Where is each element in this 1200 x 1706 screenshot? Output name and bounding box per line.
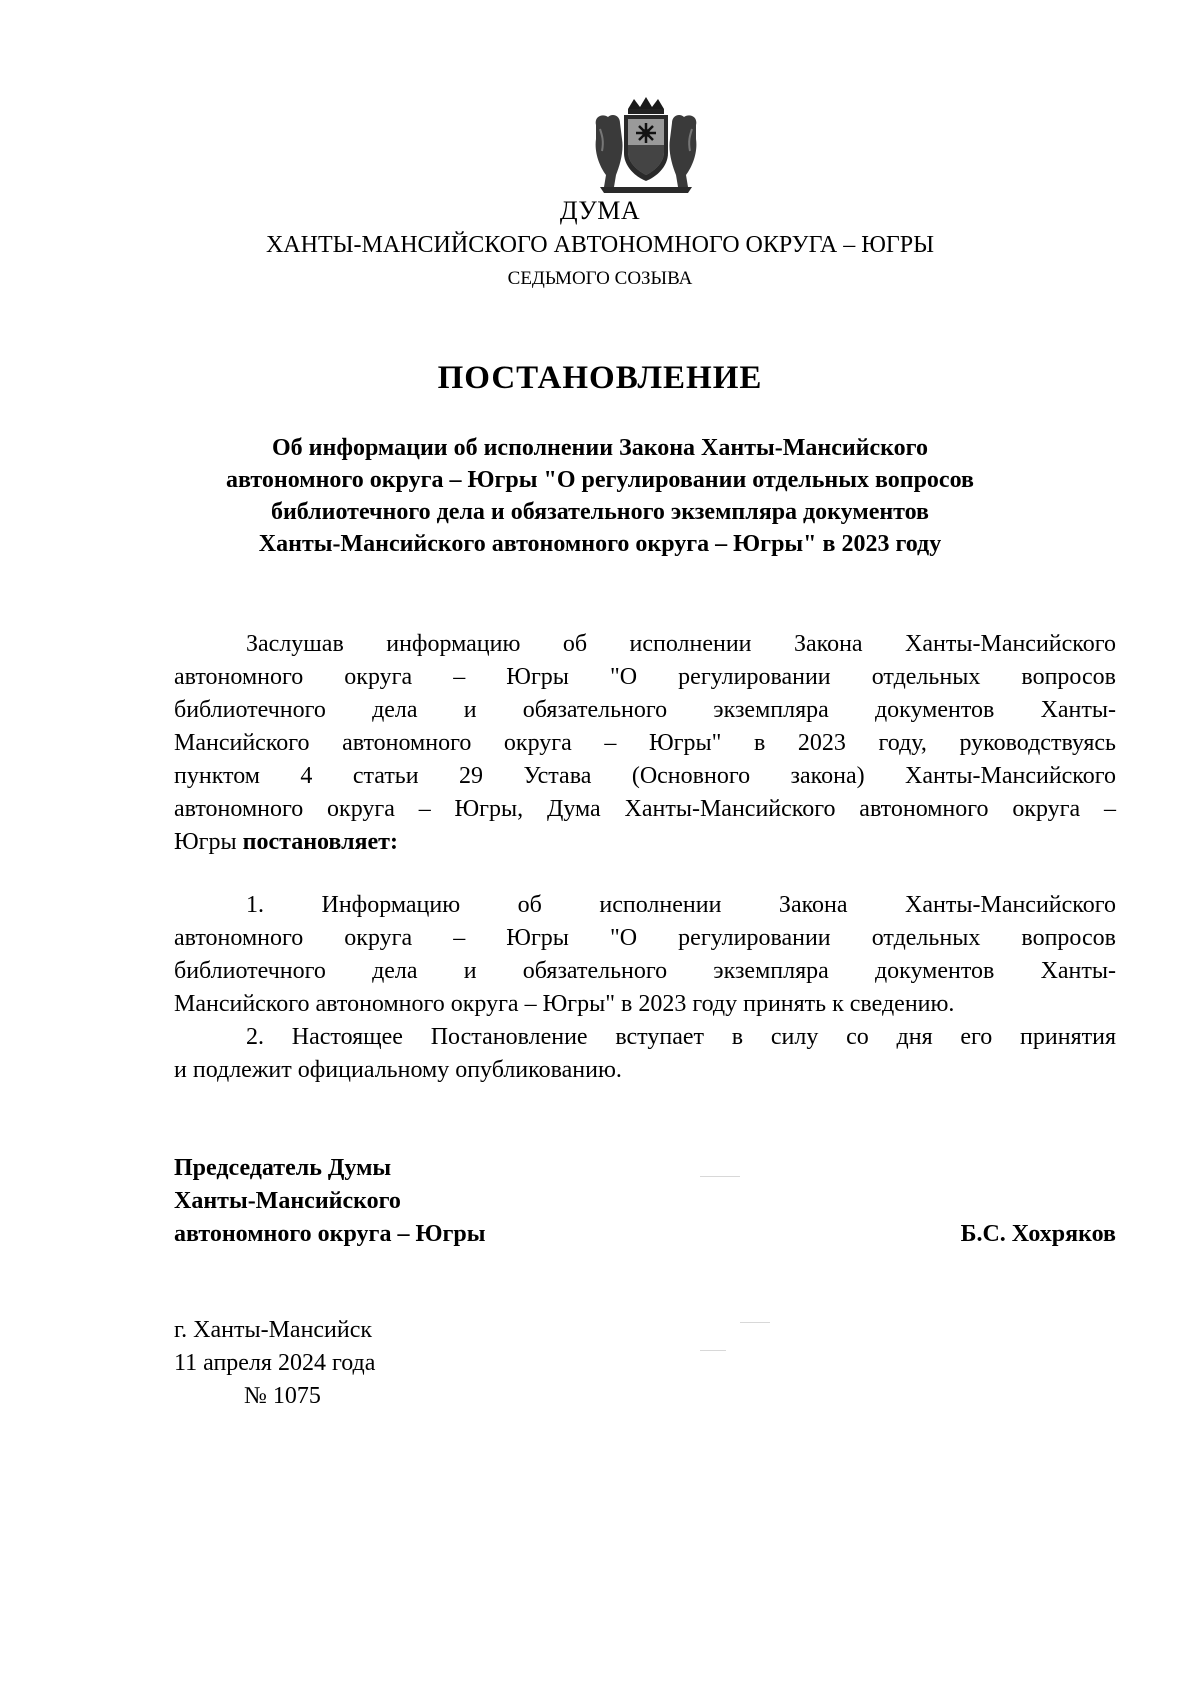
position-line: Председатель Думы [174,1155,392,1181]
intro-line: автономного округа – Югры "О регулировании отдельных вопросов [174,664,1116,690]
intro-line: пунктом 4 статьи 29 Устава (Основного закона) Ханты-Мансийского [174,763,1116,789]
document-footer [174,1314,375,1413]
place: г. Ханты-Мансийск [174,1317,373,1343]
signatory-name: Б.С. Хохряков [960,1221,1116,1247]
scan-artifact [700,1350,726,1351]
item-1-line: 1. Информацию об исполнении Закона Ханты-Мансийского [246,892,1116,918]
document-title [150,432,1050,560]
org-name: ДУМА [559,196,641,225]
resolution-items [174,889,1116,1087]
intro-last-line [174,826,1116,859]
date: 11 апреля 2024 года [174,1350,376,1376]
org-full-name: ХАНТЫ-МАНСИЙСКОГО АВТОНОМНОГО ОКРУГА – ЮГРЫ [265,232,935,258]
intro-line: Заслушав информацию об исполнении Закона Ханты-Мансийского [246,631,1116,657]
signature-block [174,1152,1116,1251]
resolution-verb: постановляет: [242,829,398,855]
scan-artifact [740,1322,770,1323]
title-line: автономного округа – Югры "О регулировании отдельных вопросов [226,467,974,493]
item-2-line: 2. Настоящее Постановление вступает в силу со дня его принятия [246,1024,1116,1050]
intro-line: библиотечного дела и обязательного экземпляра документов Ханты- [174,697,1116,723]
convocation: СЕДЬМОГО СОЗЫВА [507,268,693,289]
scan-artifact [700,1176,740,1177]
item-1-line: библиотечного дела и обязательного экземпляра документов Ханты- [174,958,1116,984]
item-1-line: автономного округа – Югры "О регулировании отдельных вопросов [174,925,1116,951]
intro-line: автономного округа – Югры, Дума Ханты-Мансийского автономного округа – [174,796,1116,822]
position-line: автономного округа – Югры [174,1221,486,1247]
position-line: Ханты-Мансийского [174,1188,401,1214]
title-line: Ханты-Мансийского автономного округа – Югры" в 2023 году [258,531,942,557]
intro-line: Мансийского автономного округа – Югры" в 2023 году, руководствуясь [174,730,1116,756]
item-1-line: Мансийского автономного округа – Югры" в 2023 году принять к сведению. [174,991,955,1017]
title-line: библиотечного дела и обязательного экземпляра документов [270,499,930,525]
intro-last-plain: Югры [174,829,243,855]
document-number: № 1075 [244,1383,321,1409]
title-line: Об информации об исполнении Закона Ханты-Мансийского [272,435,928,461]
document-type: ПОСТАНОВЛЕНИЕ [437,360,763,396]
intro-paragraph [174,628,1116,859]
coat-of-arms-icon [590,95,702,195]
item-2-line: и подлежит официальному опубликованию. [174,1057,622,1083]
